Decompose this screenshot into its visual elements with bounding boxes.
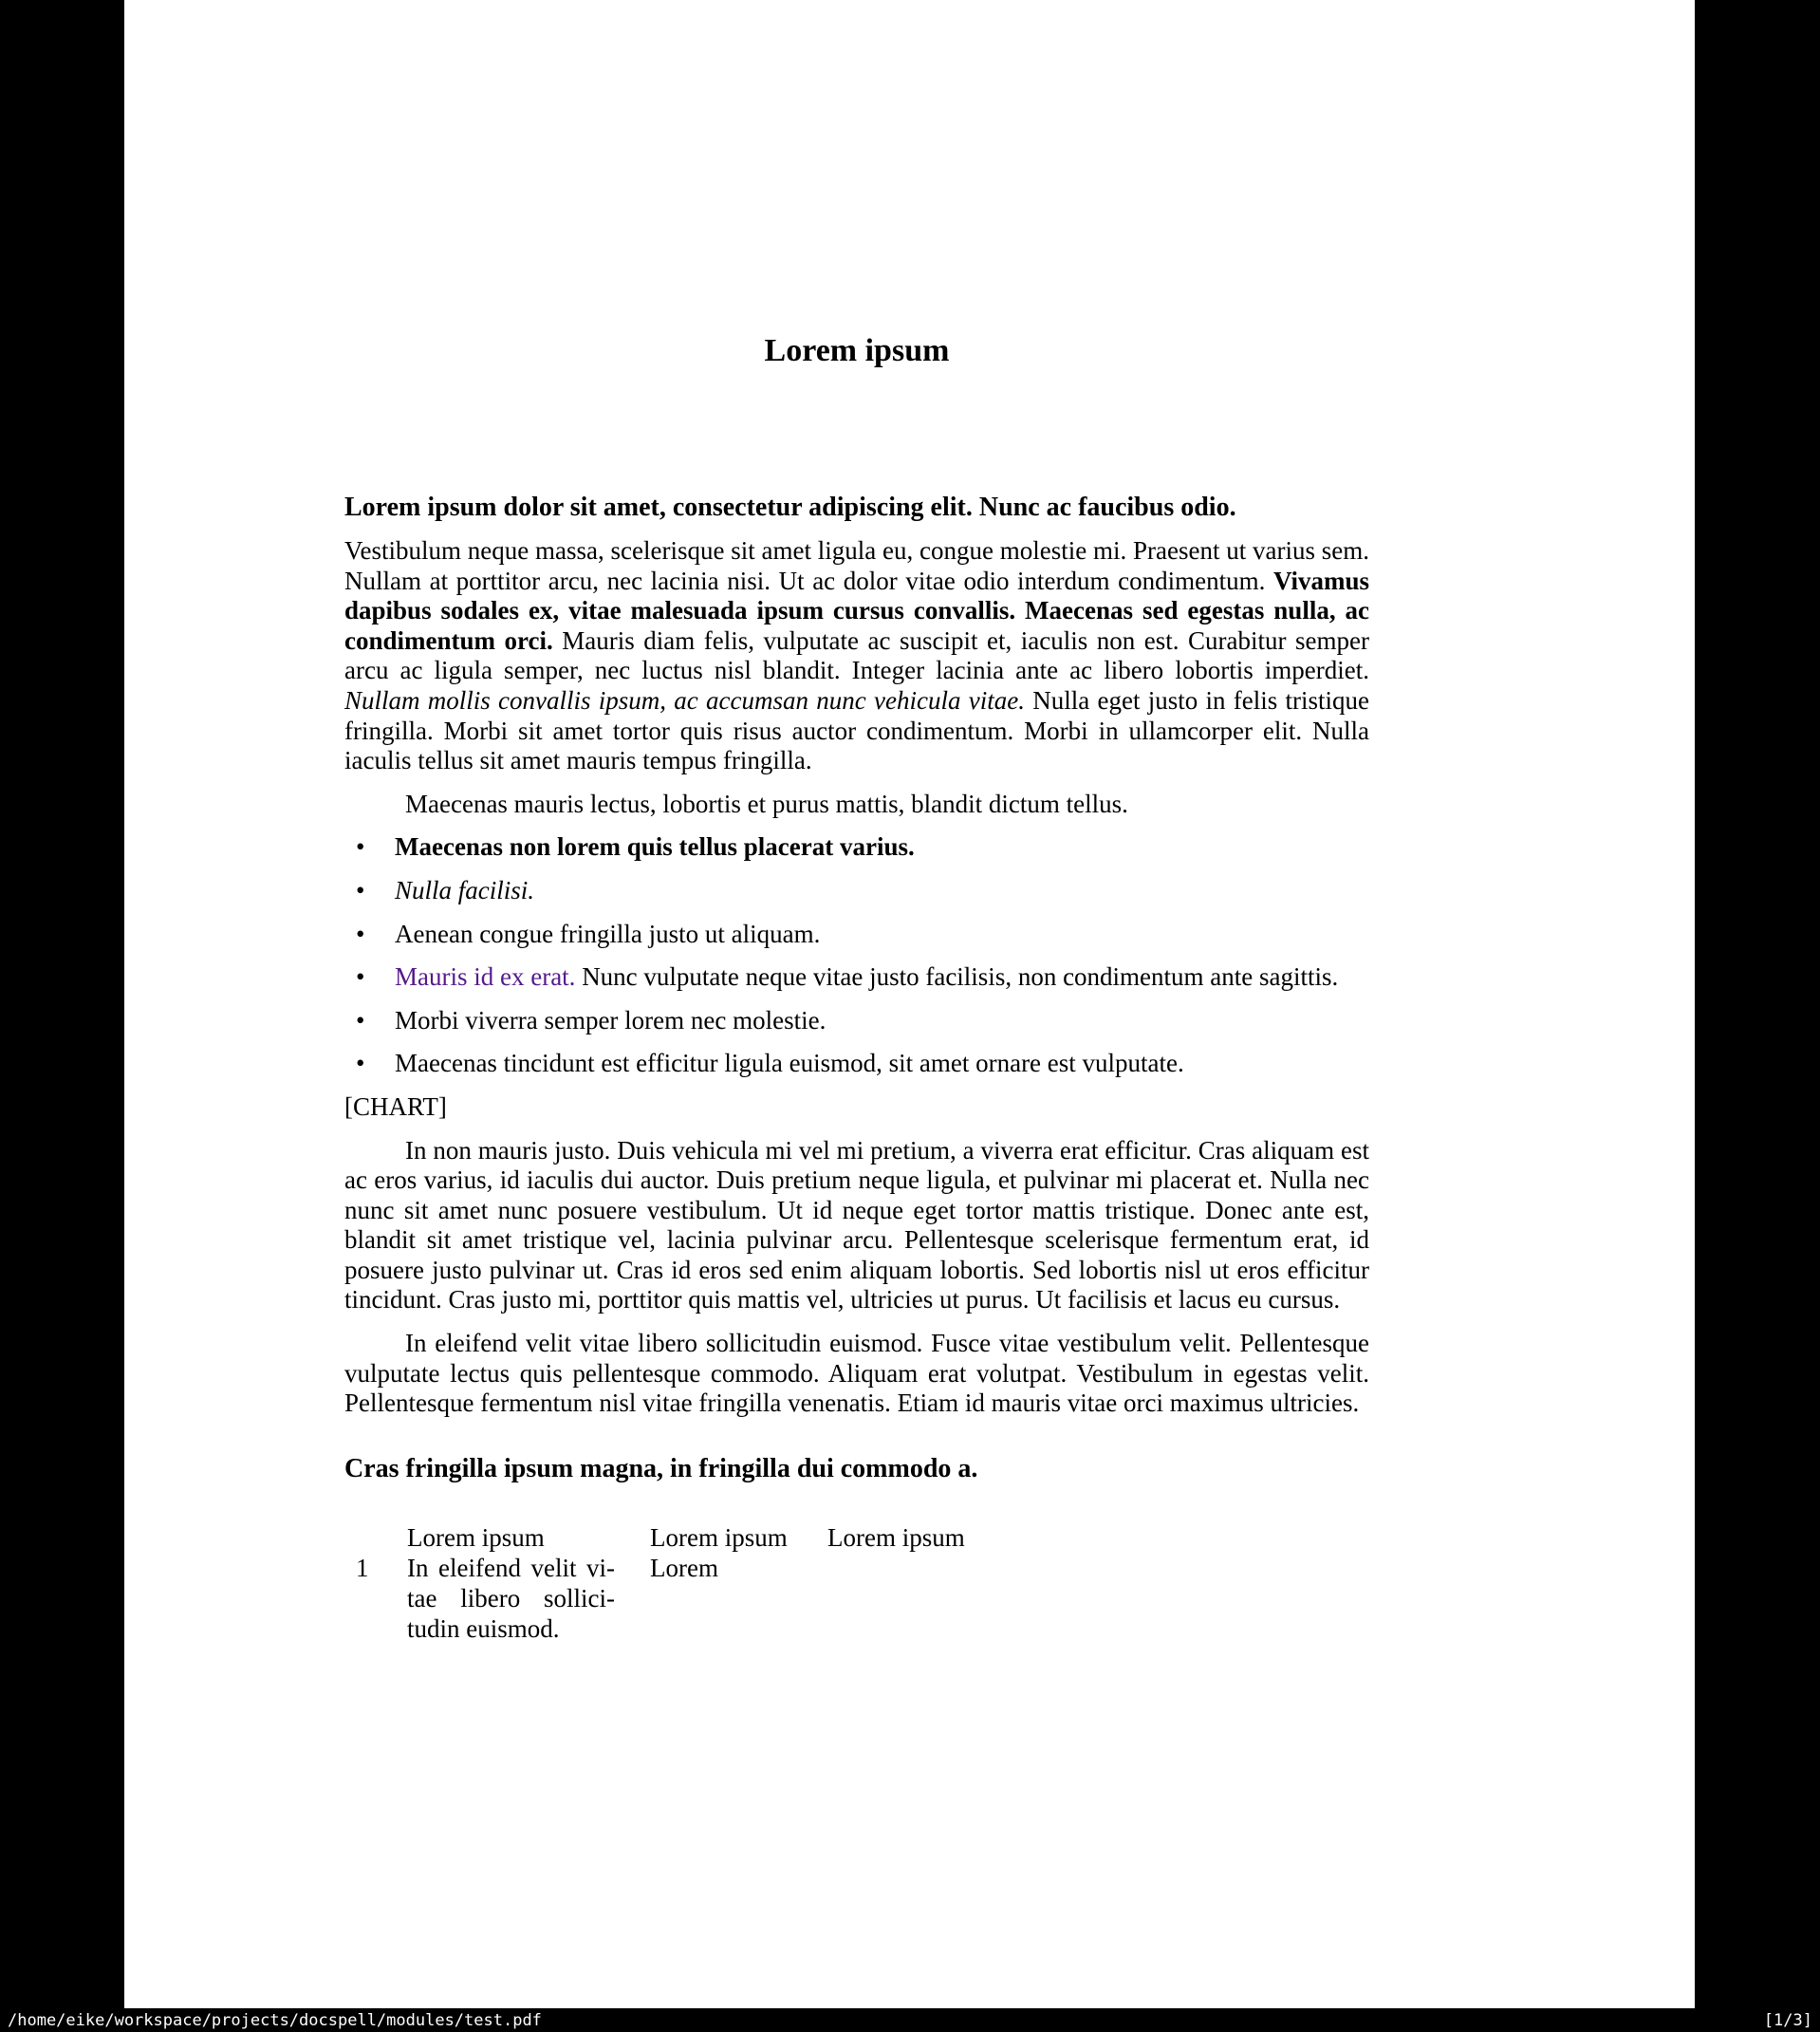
statusbar <box>0 2008 1820 2032</box>
paragraph-3: In non mauris justo. Duis vehicula mi vel mi pretium, a viverra erat efficitur. Cras aliquam est ac eros varius, id iaculis dui auctor. Duis pretium neque ligula, et pulvinar mi placerat et. Nulla nec nunc sit amet nunc posuere vestibulum. Ut id neque eget tortor mattis tristique. Donec ante est, blandit sit amet tristique vel, lacinia pulvinar arcu. Pellentesque scelerisque fermentum erat, id posuere justo pulvinar ut. Cras id eros sed enim aliquam lobortis. Sed lobortis nisl ut eros efficitur tincidunt. Cras justo mi, porttitor quis mattis vel, ultricies ut purus. Ut facilisis et lacus eu cursus. <box>344 1135 1369 1314</box>
list-item <box>395 876 1369 906</box>
section1-heading: Lorem ipsum dolor sit amet, consectetur adipiscing elit. Nunc ac faucibus odio. <box>344 493 1236 522</box>
pdf-page-content <box>344 0 1369 1644</box>
list-item-4-text: Nunc vulputate neque vitae justo facilisis, non condimentum ante sagittis. <box>575 962 1339 992</box>
paragraph-1-seg2-bold: Vivamus dapibus sodales ex, vitae malesuada ipsum cursus convallis. Maecenas sed egestas nulla, ac condimentum orci. <box>344 566 1369 655</box>
table-header-col2: Lorem ipsum <box>650 1522 788 1552</box>
paragraph-1-seg5: Nulla eget justo in felis tristique fringilla. Morbi sit amet tortor quis risus auctor condimentum. Morbi in ullamcorper elit. Nulla iaculis tellus sit amet mauris tempus fringilla. <box>344 685 1369 775</box>
table-cell-col3 <box>827 1553 1017 1644</box>
chart-placeholder: [CHART] <box>344 1091 447 1121</box>
pdf-page <box>124 0 1695 2008</box>
list-item <box>395 1049 1369 1079</box>
table-header-col1: Lorem ipsum <box>407 1522 545 1552</box>
list-item-5-text: Morbi viverra semper lorem nec molestie. <box>395 1005 826 1035</box>
paragraph-1 <box>344 536 1369 776</box>
list-item <box>395 962 1369 993</box>
bullet-list <box>344 832 1369 1079</box>
section2-heading: Cras fringilla ipsum magna, in fringilla dui commodo a. <box>344 1453 978 1483</box>
table-corner-cell <box>356 1522 407 1553</box>
paragraph-4: In eleifend velit vitae libero sollicitudin euismod. Fusce vitae vestibulum velit. Pellentesque vulputate lectus quis pellentesque commodo. Aliquam erat volutpat. Vestibulum in egestas velit. Pellentesque fermentum nisl vitae fringilla venenatis. Etiam id mauris vitae orci maximus ultricies. <box>344 1329 1369 1418</box>
document-title: Lorem ipsum <box>764 333 950 368</box>
data-table <box>356 1522 1369 1644</box>
mauris-link[interactable]: Mauris id ex erat. <box>395 962 576 992</box>
list-item-6-text: Maecenas tincidunt est efficitur ligula euismod, sit amet ornare est vulputate. <box>395 1049 1184 1078</box>
paragraph-1-seg3: Mauris diam felis, vulputate ac suscipit et, iaculis non est. Curabitur semper arcu ac ligula semper, nec luctus nisl blandit. Integer lacinia ante ac libero lobortis imperdiet. <box>344 625 1369 685</box>
list-item <box>395 832 1369 863</box>
statusbar-page-indicator: [1/3] <box>1763 2010 1812 2030</box>
list-item <box>395 1006 1369 1036</box>
statusbar-file-path: /home/eike/workspace/projects/docspell/modules/test.pdf <box>8 2010 542 2030</box>
table-header-col3: Lorem ipsum <box>827 1522 965 1552</box>
paragraph-1-seg1: Vestibulum neque massa, scelerisque sit amet ligula eu, congue molestie mi. Praesent ut varius sem. Nullam at porttitor arcu, nec lacinia nisi. Ut ac dolor vitae odio interdum condimentum. <box>344 536 1369 595</box>
table-cell-col1-line1: In eleifend velit vi- <box>407 1553 615 1582</box>
list-item-1-text: Maecenas non lorem quis tellus placerat varius. <box>395 832 915 862</box>
list-item-2-text: Nulla facilisi. <box>395 875 535 904</box>
paragraph-1-seg4-italic: Nullam mollis convallis ipsum, ac accumsan nunc vehicula vitae. <box>344 685 1025 715</box>
table-cell-col1 <box>407 1553 615 1644</box>
table-cell-col1-line2: tae libero sollici- <box>407 1583 615 1613</box>
list-item <box>395 920 1369 950</box>
table-cell-col2: Lorem <box>650 1553 718 1582</box>
table-row-number: 1 <box>356 1553 369 1582</box>
paragraph-2: Maecenas mauris lectus, lobortis et purus mattis, blandit dictum tellus. <box>405 789 1128 818</box>
table-cell-col1-line3: tudin euismod. <box>407 1613 560 1643</box>
list-item-3-text: Aenean congue fringilla justo ut aliquam. <box>395 919 821 948</box>
